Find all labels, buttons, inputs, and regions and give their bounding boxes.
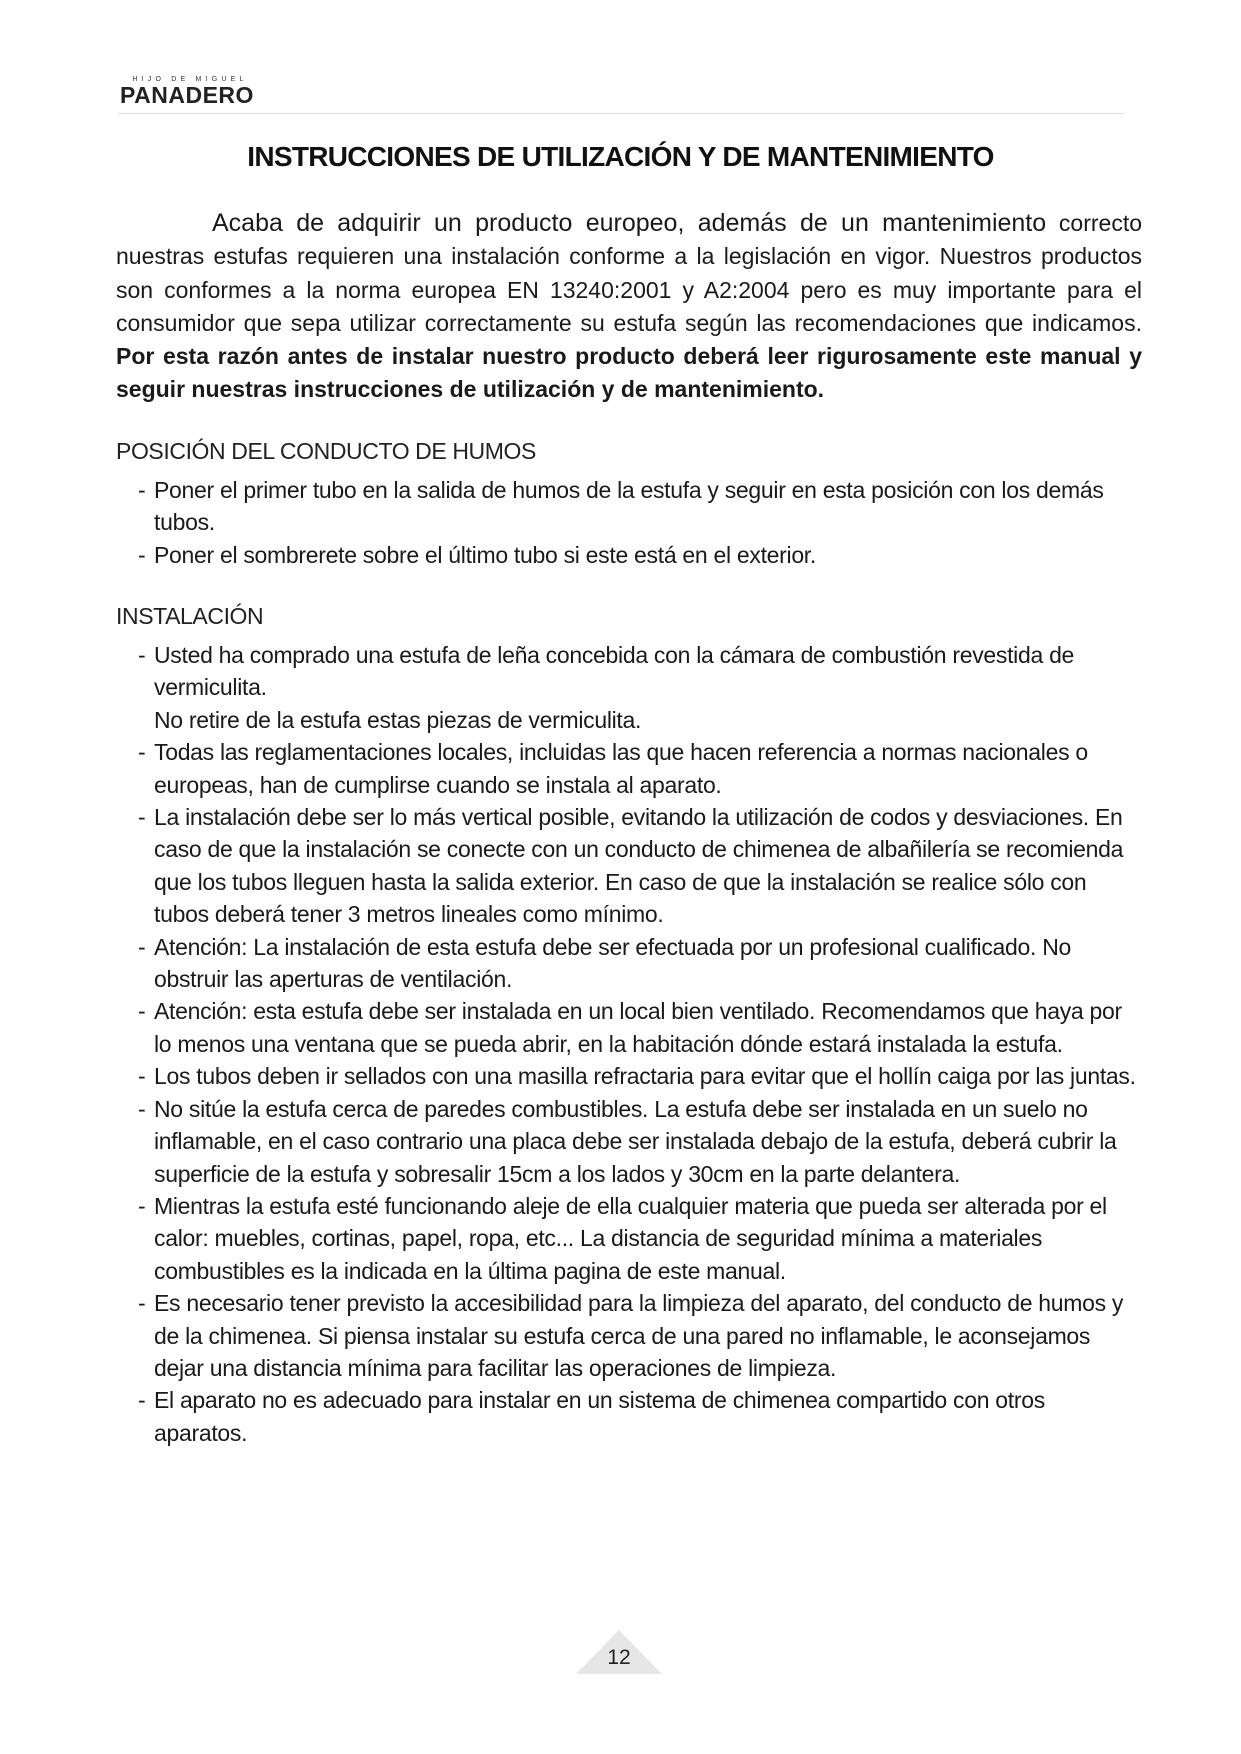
list-item: - Atención: La instalación de esta estufa debe ser efectuada por un profesional cualificado. No obstruir las aperturas de ventilación. [138,933,1071,993]
list-item: - Mientras la estufa esté funcionando aleje de ella cualquier materia que pueda ser alterada por el calor: muebles, cortinas, papel, ropa, etc... La distancia de seguridad mínima a materiales combustibles es la indicada en la última pagina de este manual. [138,1192,1107,1284]
flue-instructions-list [116,474,1142,571]
intro-body: correcto nuestras estufas requieren una instalación conforme a la legislación en vigor. Nuestros productos son conformes a la norma europea EN 13240:2001 y A2:2004 pero es muy importante para el consumidor que sepa utilizar correctamente su estufa según las recomendaciones que indicamos. [116,210,1143,336]
brand-logo [120,76,260,109]
list-item-text: Usted ha comprado una estufa de leña concebida con la cámara de combustión revestida de vermiculita. [154,642,1075,701]
list-item-text: Poner el primer tubo en la salida de humos de la estufa y seguir en esta posición con los demás tubos. [154,476,1104,536]
list-item-text: Los tubos deben ir sellados con una masilla refractaria para evitar que el hollín caiga por las juntas. [154,1063,1136,1090]
list-item: - Los tubos deben ir sellados con una masilla refractaria para evitar que el hollín caiga por las juntas. [138,1063,1136,1090]
list-item-text: Todas las reglamentaciones locales, incluidas las que hacen referencia a normas nacionales o europeas, han de cumplirse cuando se instala al aparato. [154,739,1088,798]
page-title: INSTRUCCIONES DE UTILIZACIÓN Y DE MANTENIMIENTO [247,141,994,172]
list-item-text: No sitúe la estufa cerca de paredes combustibles. La estufa debe ser instalada en un suelo no inflamable, en el caso contrario una placa debe ser instalada debajo de la estufa, deberá cubrir la superficie de la estufa y sobresalir 15cm a los lados y 30cm en la parte delantera. [154,1095,1117,1187]
section-heading-flue: POSICIÓN DEL CONDUCTO DE HUMOS [116,437,536,464]
list-item: - Poner el sombrerete sobre el último tubo si este está en el exterior. [138,541,816,568]
intro-bold-warning: Por esta razón antes de instalar nuestro producto deberá leer rigurosamente este manual y seguir nuestras instrucciones de utilización y de mantenimiento. [116,343,1142,403]
list-item: - La instalación debe ser lo más vertical posible, evitando la utilización de codos y desviaciones. En caso de que la instalación se conecte con un conducto de chimenea de albañilería se recomienda que los tubos lleguen hasta la salida exterior. En caso de que la instalación se realice sólo con tubos deberá tener 3 metros lineales como mínimo. [138,804,1124,928]
list-item-text: Mientras la estufa esté funcionando aleje de ella cualquier materia que pueda ser alterada por el calor: muebles, cortinas, papel, ropa, etc... La distancia de seguridad mínima a materiales combustibles es la indicada en la última pagina de este manual. [154,1192,1107,1284]
page-number-badge [574,1628,664,1674]
brand-name: PANADERO [120,82,254,108]
list-item-text: El aparato no es adecuado para instalar en un sistema de chimenea compartido con otros aparatos. [154,1387,1045,1446]
section-heading-installation: INSTALACIÓN [116,603,264,629]
intro-paragraph [116,207,1142,407]
header-divider [118,113,1124,114]
brand-subtitle: HIJO DE MIGUEL [132,76,248,83]
list-item: - Es necesario tener previsto la accesibilidad para la limpieza del aparato, del conducto de humos y de la chimenea. Si piensa instalar su estufa cerca de una pared no inflamable, le aconsejamos dejar una distancia mínima para facilitar las operaciones de limpieza. [138,1290,1124,1381]
list-item-text: Poner el sombrerete sobre el último tubo si este está en el exterior. [154,541,816,568]
page-number: 12 [607,1646,631,1669]
intro-first-line: Acaba de adquirir un producto europeo, además de un mantenimiento [212,209,1047,237]
list-item: - Poner el primer tubo en la salida de humos de la estufa y seguir en esta posición con los demás tubos. [138,476,1104,536]
list-item-text: La instalación debe ser lo más vertical posible, evitando la utilización de codos y desviaciones. En caso de que la instalación se conecte con un conducto de chimenea de albañilería se recomienda que los tubos lleguen hasta la salida exterior. En caso de que la instalación se realice sólo con tubos deberá tener 3 metros lineales como mínimo. [154,804,1124,928]
list-item-text: Atención: esta estufa debe ser instalada en un local bien ventilado. Recomendamos que haya por lo menos una ventana que se pueda abrir, en la habitación dónde estará instalada la estufa. [154,998,1122,1057]
installation-instructions-list [116,639,1142,1449]
list-item: - Atención: esta estufa debe ser instalada en un local bien ventilado. Recomendamos que haya por lo menos una ventana que se pueda abrir, en la habitación dónde estará instalada la estufa. [138,998,1122,1057]
list-item: - Usted ha comprado una estufa de leña concebida con la cámara de combustión revestida de vermiculita. No retire de la estufa estas piezas de vermiculita. [138,642,1075,733]
main-content [116,207,1142,1449]
list-item-text: Atención: La instalación de esta estufa debe ser efectuada por un profesional cualificado. No obstruir las aperturas de ventilación. [154,933,1071,993]
list-item: - El aparato no es adecuado para instalar en un sistema de chimenea compartido con otros aparatos. [138,1387,1045,1446]
list-item: - Todas las reglamentaciones locales, incluidas las que hacen referencia a normas nacionales o europeas, han de cumplirse cuando se instala al aparato. [138,739,1088,798]
list-item: - No sitúe la estufa cerca de paredes combustibles. La estufa debe ser instalada en un suelo no inflamable, en el caso contrario una placa debe ser instalada debajo de la estufa, deberá cubrir la superficie de la estufa y sobresalir 15cm a los lados y 30cm en la parte delantera. [138,1095,1117,1187]
list-item-text: Es necesario tener previsto la accesibilidad para la limpieza del aparato, del conducto de humos y de la chimenea. Si piensa instalar su estufa cerca de una pared no inflamable, le aconsejamos dejar una distancia mínima para facilitar las operaciones de limpieza. [154,1290,1124,1381]
list-item-note: No retire de la estufa estas piezas de vermiculita. [154,706,642,733]
